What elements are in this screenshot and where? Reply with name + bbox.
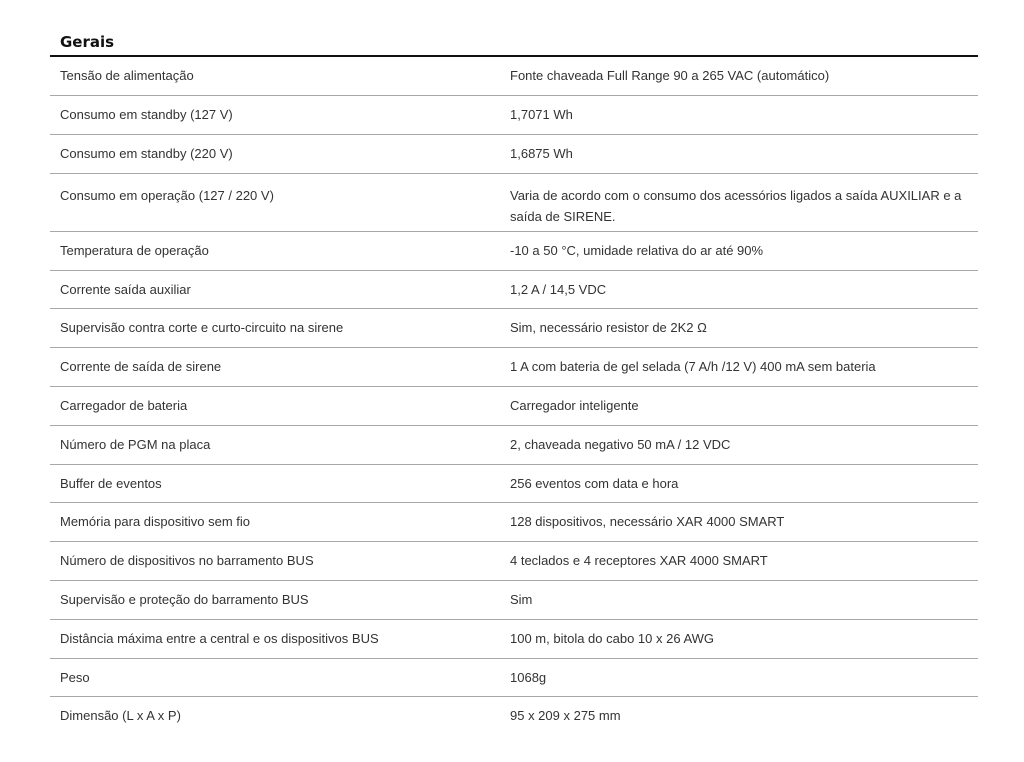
table-row bbox=[50, 503, 978, 542]
spec-value: 128 dispositivos, necessário XAR 4000 SMART bbox=[497, 503, 978, 542]
spec-value: 2, chaveada negativo 50 mA / 12 VDC bbox=[497, 425, 978, 464]
table-row bbox=[50, 309, 978, 348]
spec-value: 1,6875 Wh bbox=[497, 135, 978, 174]
spec-label: Carregador de bateria bbox=[50, 387, 497, 426]
spec-label: Peso bbox=[50, 658, 497, 697]
table-row bbox=[50, 581, 978, 620]
spec-value: 4 teclados e 4 receptores XAR 4000 SMART bbox=[497, 542, 978, 581]
spec-value: 1,2 A / 14,5 VDC bbox=[497, 270, 978, 309]
spec-value: -10 a 50 °C, umidade relativa do ar até 90% bbox=[497, 231, 978, 270]
spec-label: Supervisão e proteção do barramento BUS bbox=[50, 581, 497, 620]
spec-value: Sim bbox=[497, 581, 978, 620]
table-row bbox=[50, 173, 978, 231]
spec-value: 95 x 209 x 275 mm bbox=[510, 708, 621, 724]
spec-label: Buffer de eventos bbox=[50, 464, 497, 503]
spec-label: Supervisão contra corte e curto-circuito na sirene bbox=[50, 309, 497, 348]
spec-value: 1 A com bateria de gel selada (7 A/h /12 V) 400 mA sem bateria bbox=[497, 348, 978, 387]
spec-label: Corrente saída auxiliar bbox=[50, 270, 497, 309]
spec-value: Varia de acordo com o consumo dos acessórios ligados a saída AUXILIAR e a saída de SIRENE. bbox=[497, 173, 978, 231]
spec-label: Tensão de alimentação bbox=[50, 57, 497, 96]
spec-label: Consumo em standby (220 V) bbox=[50, 135, 497, 174]
spec-label: Consumo em operação (127 / 220 V) bbox=[50, 173, 497, 231]
spec-value: 256 eventos com data e hora bbox=[497, 464, 978, 503]
spec-value: Carregador inteligente bbox=[497, 387, 978, 426]
spec-label: Temperatura de operação bbox=[50, 231, 497, 270]
spec-label: Número de PGM na placa bbox=[50, 425, 497, 464]
section-title: Gerais bbox=[50, 29, 978, 57]
table-row bbox=[50, 425, 978, 464]
spec-value: Fonte chaveada Full Range 90 a 265 VAC (automático) bbox=[497, 57, 978, 96]
table-row bbox=[50, 619, 978, 658]
table-row bbox=[50, 348, 978, 387]
spec-value: 1068g bbox=[497, 658, 978, 697]
spec-label: Consumo em standby (127 V) bbox=[50, 96, 497, 135]
table-row bbox=[50, 658, 978, 697]
spec-table bbox=[50, 57, 978, 736]
table-row bbox=[50, 697, 978, 736]
table-row bbox=[50, 387, 978, 426]
table-row bbox=[50, 57, 978, 96]
table-row bbox=[50, 231, 978, 270]
spec-value: 1,7071 Wh bbox=[497, 96, 978, 135]
spec-label: Distância máxima entre a central e os dispositivos BUS bbox=[50, 619, 497, 658]
spec-value: Sim, necessário resistor de 2K2 Ω bbox=[497, 309, 978, 348]
spec-label: Corrente de saída de sirene bbox=[50, 348, 497, 387]
table-row bbox=[50, 542, 978, 581]
spec-value: 100 m, bitola do cabo 10 x 26 AWG bbox=[497, 619, 978, 658]
table-row bbox=[50, 96, 978, 135]
table-row bbox=[50, 135, 978, 174]
spec-label: Dimensão (L x A x P) bbox=[60, 708, 181, 724]
table-row bbox=[50, 464, 978, 503]
spec-label: Memória para dispositivo sem fio bbox=[50, 503, 497, 542]
table-row bbox=[50, 270, 978, 309]
spec-sheet bbox=[50, 29, 978, 736]
spec-label: Número de dispositivos no barramento BUS bbox=[50, 542, 497, 581]
